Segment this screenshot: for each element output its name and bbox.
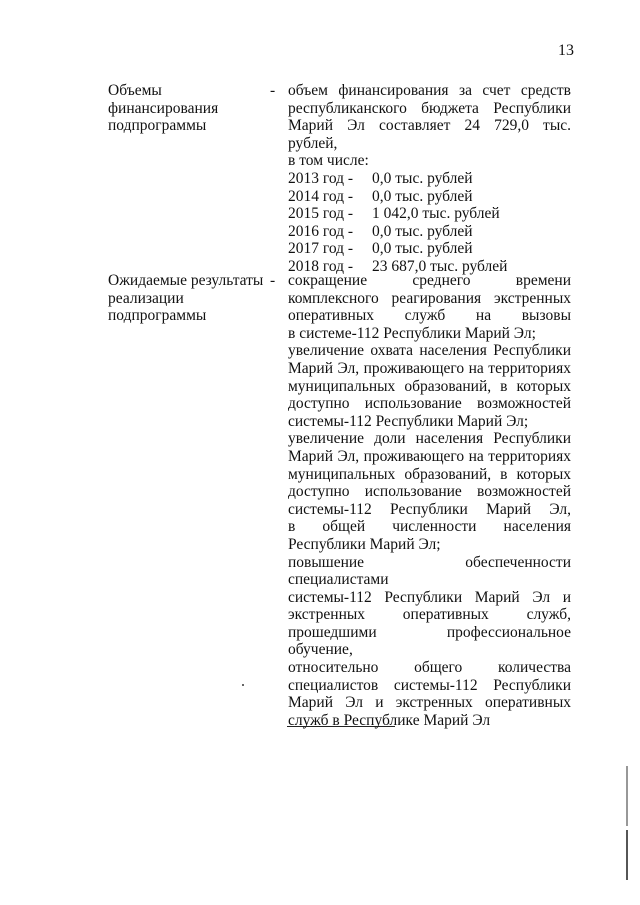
- text-line: в системе-112 Республики Марий Эл;: [288, 324, 536, 342]
- year-amount: 1 042,0 тыс. рублей: [372, 205, 500, 223]
- text-line: относительно общего количества: [288, 659, 571, 677]
- text-line: Марий Эл, проживающего на территориях: [288, 447, 571, 465]
- text-line: увеличение доли населения Республики: [288, 430, 571, 448]
- label-line: Объемы: [108, 82, 162, 99]
- text-line: повышение обеспеченности специалистами: [288, 553, 571, 589]
- year-amount: 0,0 тыс. рублей: [372, 240, 473, 258]
- text-line: оперативных служб на вызовы: [288, 307, 571, 325]
- year-amount: 23 687,0 тыс. рублей: [372, 257, 508, 275]
- dash-separator: -: [270, 82, 276, 99]
- year-row: [288, 170, 571, 188]
- text-line: Марий Эл и экстренных оперативных: [288, 694, 571, 712]
- text-line: муниципальных образований, в которых: [288, 465, 571, 483]
- year-row: [288, 205, 571, 223]
- text-line: Республики Марий Эл;: [288, 535, 441, 553]
- text-line: служб в Республике Марий Эл: [288, 711, 491, 729]
- text-line: доступно использование возможностей: [288, 483, 571, 501]
- text-line: системы-112 Республики Марий Эл,: [288, 500, 571, 518]
- year-row: [288, 223, 571, 241]
- financing-content: [288, 82, 571, 276]
- text-line: объем финансирования за счет средств: [288, 82, 571, 99]
- results-label: [108, 272, 268, 325]
- year-label: 2014 год -: [288, 187, 354, 205]
- scan-edge-mark: [626, 830, 628, 880]
- text-line: Марий Эл, проживающего на территориях: [288, 359, 571, 377]
- year-label: 2015 год -: [288, 205, 354, 223]
- label-line: реализации: [108, 289, 184, 307]
- dash-separator: -: [270, 272, 276, 289]
- text-line: Марий Эл составляет 24 729,0 тыс. рублей,: [288, 117, 571, 152]
- year-amount: 0,0 тыс. рублей: [372, 187, 473, 205]
- text-line: системы-112 Республики Марий Эл и: [288, 588, 571, 606]
- year-amount: 0,0 тыс. рублей: [372, 222, 473, 240]
- page-number: 13: [558, 42, 574, 59]
- financing-label: [108, 82, 268, 135]
- text-line: в том числе:: [288, 152, 369, 170]
- text-line: доступно использование возможностей: [288, 395, 571, 413]
- year-label: 2016 год -: [288, 222, 354, 240]
- text-line: экстренных оперативных служб,: [288, 606, 571, 624]
- text-line: сокращение среднего времени: [288, 272, 571, 289]
- label-line: подпрограммы: [108, 117, 207, 135]
- footnote-rule: [287, 726, 395, 727]
- label-line: финансирования: [108, 99, 219, 117]
- year-label: 2013 год -: [288, 169, 354, 187]
- text-line: муниципальных образований, в которых: [288, 377, 571, 395]
- text-line: комплексного реагирования экстренных: [288, 289, 571, 307]
- label-line: подпрограммы: [108, 307, 207, 325]
- results-content: [288, 272, 571, 729]
- year-row: [288, 188, 571, 206]
- label-line: Ожидаемые результаты: [108, 272, 264, 289]
- text-line: республиканского бюджета Республики: [288, 99, 571, 117]
- year-label: 2017 год -: [288, 240, 354, 258]
- year-amount: 0,0 тыс. рублей: [372, 169, 473, 187]
- year-label: 2018 год -: [288, 257, 354, 275]
- scan-edge-mark: [626, 766, 628, 826]
- text-line: прошедшими профессиональное обучение,: [288, 623, 571, 659]
- year-row: [288, 240, 571, 258]
- text-line: увеличение охвата населения Республики: [288, 342, 571, 360]
- text-line: специалистов системы-112 Республики: [288, 676, 571, 694]
- scan-speck: [242, 684, 244, 686]
- text-line: системы-112 Республики Марий Эл;: [288, 412, 529, 430]
- text-line: в общей численности населения: [288, 518, 571, 536]
